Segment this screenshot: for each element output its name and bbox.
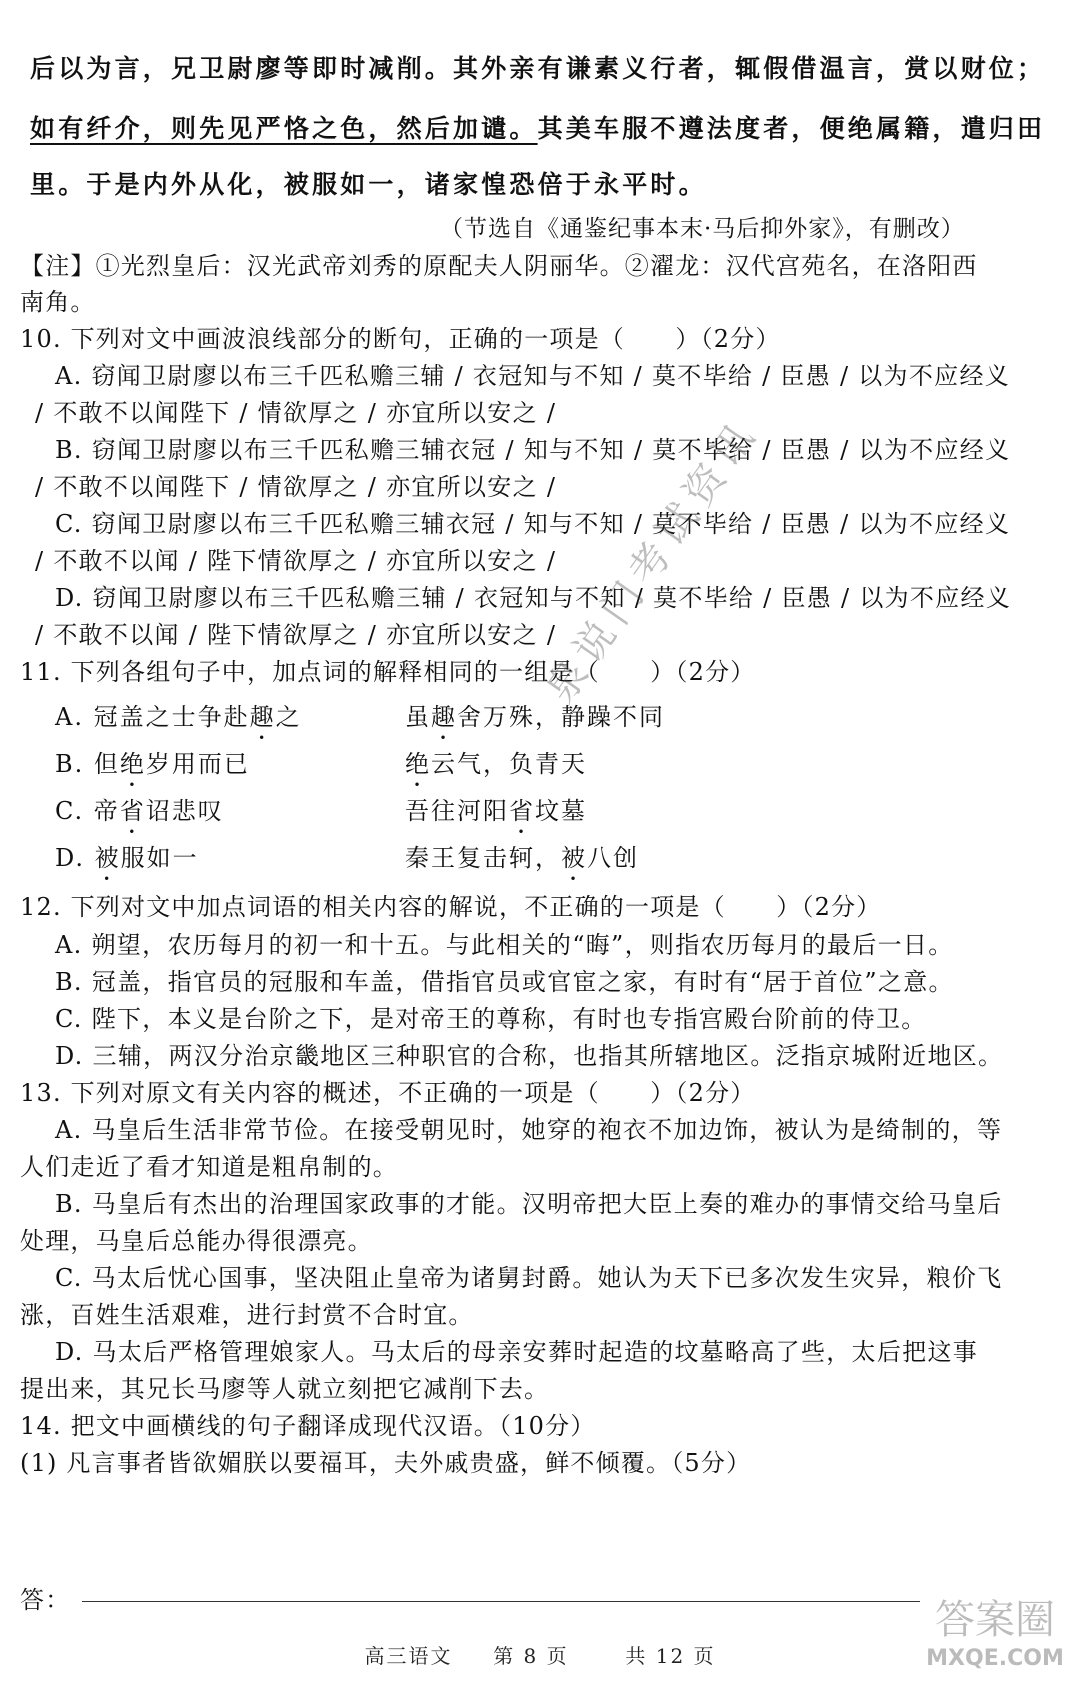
q10-option-b-cont: / 不敢不以闻陛下 / 情欲厚之 / 亦宜所以安之 /	[35, 473, 557, 501]
q13-option-a: A. 马皇后生活非常节俭。在接受朝见时，她穿的袍衣不加边饰，被认为是绮制的，等	[55, 1116, 1003, 1144]
footer-subject: 高三语文	[364, 1644, 453, 1668]
q13-option-a-cont: 人们走近了看才知道是粗帛制的。	[20, 1153, 398, 1181]
question-12-stem: 12. 下列对文中加点词语的相关内容的解说，不正确的一项是（ ）（2分）	[20, 893, 882, 921]
q10-option-d: D. 窃闻卫尉廖以布三千匹私赡三辅 / 衣冠知与不知 / 莫不毕给 / 臣愚 / 以为不应经义	[55, 584, 1012, 612]
note-line-1: 【注】①光烈皇后：汉光武帝刘秀的原配夫人阴丽华。②濯龙：汉代宫苑名，在洛阳西	[20, 252, 978, 280]
q13-option-d-cont: 提出来，其兄长马廖等人就立刻把它减削下去。	[20, 1375, 550, 1403]
passage-line-2	[30, 112, 1045, 146]
question-13-stem: 13. 下列对原文有关内容的概述，不正确的一项是（ ）（2分）	[20, 1079, 756, 1107]
logo-text: 答案圈	[935, 1597, 1055, 1643]
passage-line-1: 后以为言，兄卫尉廖等即时减削。其外亲有谦素义行者，辄假借温言，赏以财位；	[30, 54, 1046, 83]
q10-option-d-cont: / 不敢不以闻 / 陛下情欲厚之 / 亦宜所以安之 /	[35, 621, 557, 649]
q13-option-b: B. 马皇后有杰出的治理国家政事的才能。汉明帝把大臣上奏的难办的事情交给马皇后	[55, 1190, 1003, 1218]
answer-line[interactable]	[82, 1601, 920, 1602]
question-11-stem: 11. 下列各组句子中，加点词的解释相同的一组是（ ）（2分）	[20, 658, 756, 686]
q12-option-a: A. 朔望，农历每月的初一和十五。与此相关的“晦”，则指农历每月的最后一日。	[55, 931, 954, 959]
q13-option-b-cont: 处理，马皇后总能办得很漂亮。	[20, 1227, 373, 1255]
note-line-2: 南角。	[20, 288, 96, 316]
passage-source: （节选自《通鉴纪事本末·马后抑外家》，有删改）	[440, 216, 965, 242]
q10-option-a: A. 窃闻卫尉廖以布三千匹私赡三辅 / 衣冠知与不知 / 莫不毕给 / 臣愚 / 以为不应经义	[55, 362, 1011, 390]
q13-option-c-cont: 涨，百姓生活艰难，进行封赏不合时宜。	[20, 1301, 474, 1329]
logo-url: MXQE.COM	[926, 1646, 1064, 1671]
q11-option-b-right: 绝云气，负青天	[405, 750, 587, 778]
site-logo-watermark	[920, 1585, 1070, 1675]
passage-line-3: 里。于是内外从化，被服如一，诸家惶恐倍于永平时。	[30, 170, 707, 199]
q14-subquestion-1: (1) 凡言事者皆欲媚朕以要福耳，夫外戚贵盛，鲜不倾覆。（5分）	[20, 1449, 752, 1477]
passage-line-2-rest: 其美车服不遵法度者，便绝属籍，遣归田	[537, 114, 1046, 143]
q12-option-b: B. 冠盖，指官员的冠服和车盖，借指官员或官宦之家，有时有“居于首位”之意。	[55, 968, 954, 996]
diagonal-watermark: 泉说门考试资讯	[537, 409, 768, 712]
answer-label: 答：	[20, 1586, 71, 1614]
q11-option-b-left: B. 但绝岁用而已	[55, 750, 250, 778]
q10-option-a-cont: / 不敢不以闻陛下 / 情欲厚之 / 亦宜所以安之 /	[35, 399, 557, 427]
q10-option-c-cont: / 不敢不以闻 / 陛下情欲厚之 / 亦宜所以安之 /	[35, 547, 557, 575]
q13-option-d: D. 马太后严格管理娘家人。马太后的母亲安葬时起造的坟墓略高了些，太后把这事	[55, 1338, 979, 1366]
q11-option-a-left: A. 冠盖之士争赴趣之	[55, 703, 302, 731]
question-14-stem: 14. 把文中画横线的句子翻译成现代汉语。（10分）	[20, 1412, 596, 1440]
q10-option-b: B. 窃闻卫尉廖以布三千匹私赡三辅衣冠 / 知与不知 / 莫不毕给 / 臣愚 / 以为不应经义	[55, 436, 1011, 464]
q11-option-c-left: C. 帝省诏悲叹	[55, 797, 224, 825]
q12-option-d: D. 三辅，两汉分治京畿地区三种职官的合称，也指其所辖地区。泛指京城附近地区。	[55, 1042, 1004, 1070]
q12-option-c: C. 陛下，本义是台阶之下，是对帝王的尊称，有时也专指宫殿台阶前的侍卫。	[55, 1005, 927, 1033]
question-10-stem: 10. 下列对文中画波浪线部分的断句，正确的一项是（ ）（2分）	[20, 325, 781, 353]
page-footer	[0, 1640, 1080, 1669]
footer-page-number: 第 8 页	[493, 1644, 569, 1668]
q11-option-d-right: 秦王复击轲，被八创	[405, 844, 639, 872]
q11-option-a-right: 虽趣舍万殊，静躁不同	[405, 703, 665, 731]
q13-option-c: C. 马太后忧心国事，坚决阻止皇帝为诸舅封爵。她认为天下已多次发生灾异，粮价飞	[55, 1264, 1003, 1292]
footer-total-pages: 共 12 页	[625, 1644, 716, 1668]
underlined-sentence: 如有纤介，则先见严恪之色，然后加谴。	[30, 114, 538, 143]
q11-option-d-left: D. 被服如一	[55, 844, 199, 872]
q11-option-c-right: 吾往河阳省坟墓	[405, 797, 587, 825]
q10-option-c: C. 窃闻卫尉廖以布三千匹私赡三辅衣冠 / 知与不知 / 莫不毕给 / 臣愚 / 以为不应经义	[55, 510, 1011, 538]
